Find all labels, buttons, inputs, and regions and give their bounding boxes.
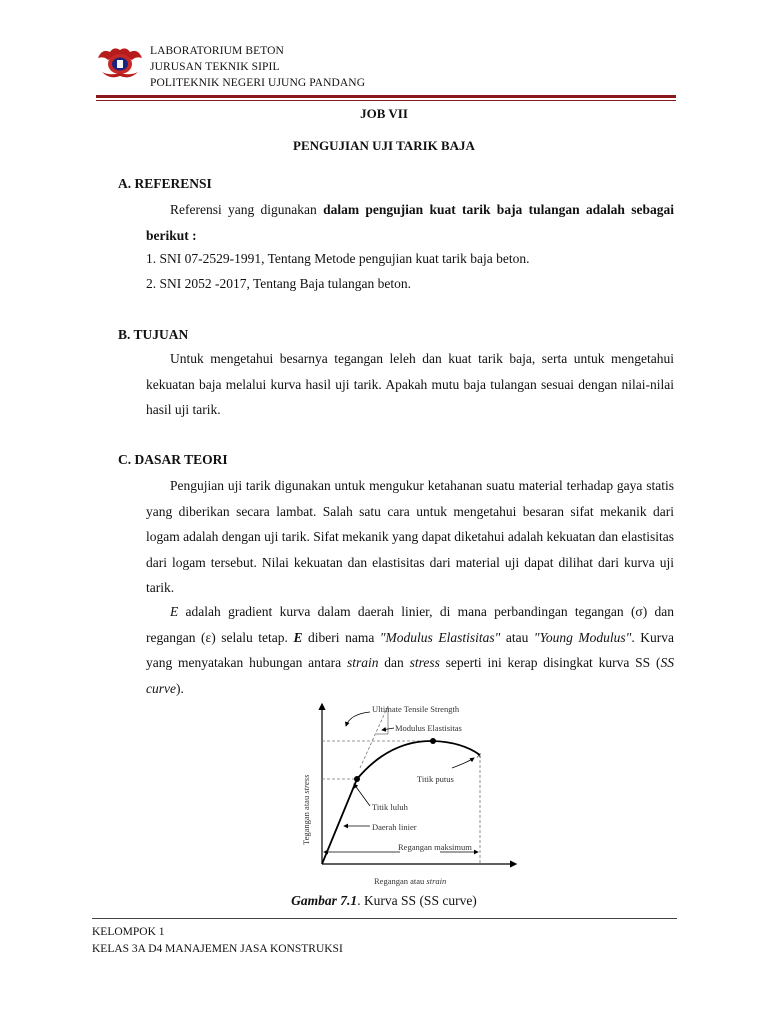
caption-text: . Kurva SS (SS curve)	[357, 893, 477, 908]
label-titik-luluh: Titik luluh	[372, 802, 408, 812]
section-c-para-1: Pengujian uji tarik digunakan untuk mengukur ketahanan suatu material terhadap gaya statis yang diberikan secara lambat. Salah satu cara untuk mengetahui besaran sifat mekanik dari logam adalah dengan uji tarik. Sifat mekanik yang dapat diketahui adalah kekuatan dan elastisitas dari logam tersebut. Nilai kekuatan dan elastisitas dari material uji dapat dilihat dari kurva uji tarik.	[146, 478, 674, 595]
footer	[92, 924, 343, 958]
caption-label: Gambar 7.1	[291, 893, 358, 908]
symbol-e-2: E	[293, 629, 303, 645]
label-regangan-maksimum: Regangan maksimum	[398, 842, 472, 852]
job-title: JOB VII	[360, 106, 408, 121]
section-a-intro-plain: Referensi yang digunakan	[170, 202, 324, 217]
section-b-heading: B. TUJUAN	[118, 327, 189, 342]
header-line-2: JURUSAN TEKNIK SIPIL	[150, 61, 280, 73]
label-uts: Ultimate Tensile Strength	[372, 704, 460, 714]
header-line-3: POLITEKNIK NEGERI UJUNG PANDANG	[150, 77, 366, 89]
uts-point	[430, 738, 436, 744]
fracture-mark: ×	[476, 751, 482, 762]
section-c-para-2: E adalah gradient kurva dalam daerah linier, di mana perbandingan tegangan (σ) dan regangan (ε) selalu tetap. E diberi nama "Modulus Elastisitas" atau "Young Modulus". Kurva yang menyatakan hubungan antara strain dan stress seperti ini kerap disingkat kurva SS (SS curve).	[146, 604, 674, 696]
institution-logo	[96, 42, 144, 82]
reference-item-2: 2. SNI 2052 -2017, Tentang Baja tulangan beton.	[146, 276, 412, 291]
yield-point	[354, 776, 360, 782]
x-axis-label: Regangan atau strain	[374, 876, 447, 886]
header-text	[150, 43, 365, 91]
section-a-heading: A. REFERENSI	[118, 176, 212, 191]
footer-line-1: KELOMPOK 1	[92, 926, 165, 938]
footer-rule	[92, 918, 677, 919]
label-modulus: Modulus Elastisitas	[395, 723, 462, 733]
label-titik-putus: Titik putus	[417, 774, 454, 784]
section-a-intro	[146, 197, 674, 248]
ss-curve-figure	[290, 700, 520, 890]
reference-item-1: 1. SNI 07-2529-1991, Tentang Metode pengujian kuat tarik baja beton.	[146, 251, 530, 266]
section-b-text: Untuk mengetahui besarnya tegangan leleh dan kuat tarik baja, serta untuk mengetahui kekuatan baja melalui kurva hasil uji tarik. Apakah mutu baja tulangan sesuai dengan nilai-nilai hasil uji tarik.	[146, 351, 674, 417]
header-line-1: LABORATORIUM BETON	[150, 45, 284, 57]
section-c-heading: C. DASAR TEORI	[118, 452, 228, 467]
symbol-e-1: E	[170, 604, 179, 619]
y-axis-label: Tegangan atau stress	[301, 774, 311, 845]
section-a-intro-bold: dalam pengujian kuat tarik baja tulangan adalah sebagai berikut :	[146, 202, 674, 243]
header-rule-thick	[96, 95, 676, 98]
main-title: PENGUJIAN UJI TARIK BAJA	[293, 138, 475, 153]
footer-line-2: KELAS 3A D4 MANAJEMEN JASA KONSTRUKSI	[92, 943, 343, 955]
header-rule-thin	[96, 100, 676, 101]
figure-caption	[0, 893, 768, 909]
label-daerah-linier: Daerah linier	[372, 822, 417, 832]
